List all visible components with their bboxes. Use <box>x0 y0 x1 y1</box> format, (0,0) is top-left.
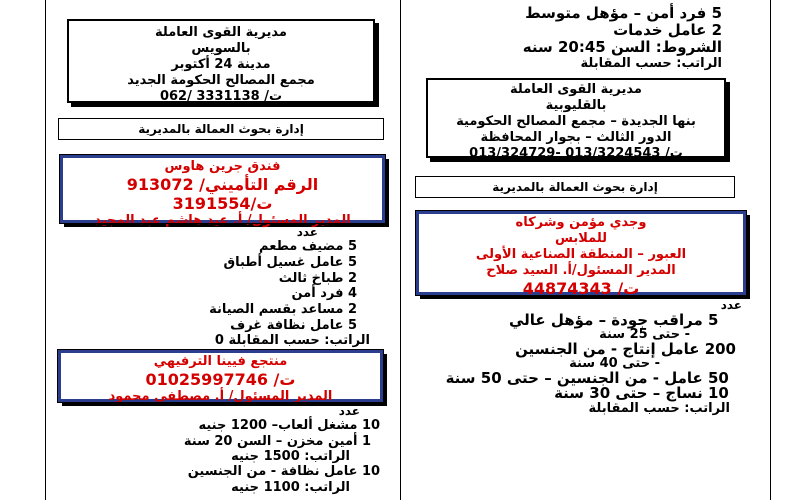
company-phone: ت/ 44874343 <box>522 279 640 298</box>
resort-job-row: 10 مشغل ألعاب– 1200 جنيه <box>198 418 381 433</box>
hotel-job-row: 5 عامل غسيل أطباق <box>223 255 358 270</box>
office-title: مديرية القوى العاملة <box>510 82 642 97</box>
resort-salary-1: الراتب: 1500 جنيه <box>231 449 350 464</box>
qalyubia-office-box <box>426 78 726 161</box>
green-house-hotel-box <box>60 155 385 228</box>
right-top-line-4: الراتب: حسب المقابلة <box>580 56 722 71</box>
office-address: بنها الجديدة – مجمع المصالح الحكومية <box>456 114 696 129</box>
hotel-job-row: 5 مضيف مطعم <box>259 239 358 254</box>
right-salary: الراتب: حسب المقابلة <box>588 401 730 416</box>
resort-job-row: 1 أمين مخزن – السن 20 سنة <box>183 434 372 449</box>
resort-manager: المدير المسئول/ أ. مصطفى محمود <box>108 389 333 404</box>
resort-phone: ت/ 01025997746 <box>145 370 296 389</box>
resort-name: منتجع فيينا الترفيهي <box>153 354 288 369</box>
right-count-header: عدد <box>720 298 742 312</box>
hotel-salary: الراتب: حسب المقابلة 0 <box>214 333 370 348</box>
company-location: العبور – المنطقة الصناعية الأولى <box>475 247 687 262</box>
office-city: مدينة 24 أكتوبر <box>171 57 271 72</box>
job-row: 10 نساج – حتى 30 سنة <box>554 384 729 402</box>
office-governorate: بالسويس <box>191 41 251 56</box>
hotel-insurance-number: الرقم التأميني/ 913072 <box>126 175 319 194</box>
resort-count-header: عدد <box>338 404 360 418</box>
job-row: 5 مراقب جودة – مؤهل عالي <box>508 311 719 329</box>
left-section-label: إدارة بحوث العمالة بالمديرية <box>58 118 384 140</box>
office-title: مديرية القوى العاملة <box>155 25 287 40</box>
vienna-resort-box <box>58 350 383 402</box>
column-divider <box>400 0 401 500</box>
right-top-line-3: الشروط: السن 20:45 سنه <box>522 38 722 56</box>
hotel-job-row: 5 عامل نظافة غرف <box>230 318 358 333</box>
right-section-label: إدارة بحوث العمالة بالمديرية <box>415 176 735 198</box>
hotel-job-row: 2 مساعد بقسم الصيانة <box>209 302 358 317</box>
office-floor: الدور الثالث – بجوار المحافظة <box>480 130 672 145</box>
hotel-manager: المدير المسئول/ أ. عيد هاشم عبد المجيد <box>94 213 351 228</box>
suez-office-box <box>67 19 375 103</box>
job-row: 50 عامل - من الجنسين – حتى 50 سنة <box>445 369 729 387</box>
hotel-count-header: عدد <box>296 225 318 239</box>
right-top-line-1: 5 فرد أمن – مؤهل متوسط <box>525 4 722 22</box>
hotel-name: فندق جرين هاوس <box>164 159 281 174</box>
hotel-job-row: 2 طباخ ثالث <box>278 271 358 286</box>
right-top-line-2: 2 عامل خدمات <box>613 21 722 39</box>
hotel-phone: ت/3191554 <box>172 194 273 213</box>
resort-job-row: 10 عامل نظافة - من الجنسين <box>187 464 381 479</box>
company-type: للملابس <box>554 231 608 246</box>
company-name: وجدي مؤمن وشركاه <box>515 215 647 230</box>
resort-salary-2: الراتب: 1100 جنيه <box>231 480 350 495</box>
office-governorate: بالقليوبية <box>545 98 607 113</box>
office-phone: ت/ 3331138 /062 <box>159 89 283 104</box>
hotel-job-row: 4 فرد أمن <box>291 286 358 301</box>
company-manager: المدير المسئول/أ. السيد صلاح <box>486 263 676 278</box>
job-row: - حتى 25 سنة <box>599 327 690 342</box>
office-address: مجمع المصالح الحكومة الجديد <box>127 73 315 88</box>
job-row: - حتى 40 سنة <box>569 356 660 371</box>
right-margin-line <box>770 0 771 500</box>
left-margin-line <box>45 0 46 500</box>
office-phone: ت/ 013/3224543 -013/324729 <box>469 146 683 161</box>
job-row: 200 عامل إنتاج - من الجنسين <box>515 340 736 358</box>
wagdy-company-box <box>416 211 746 298</box>
